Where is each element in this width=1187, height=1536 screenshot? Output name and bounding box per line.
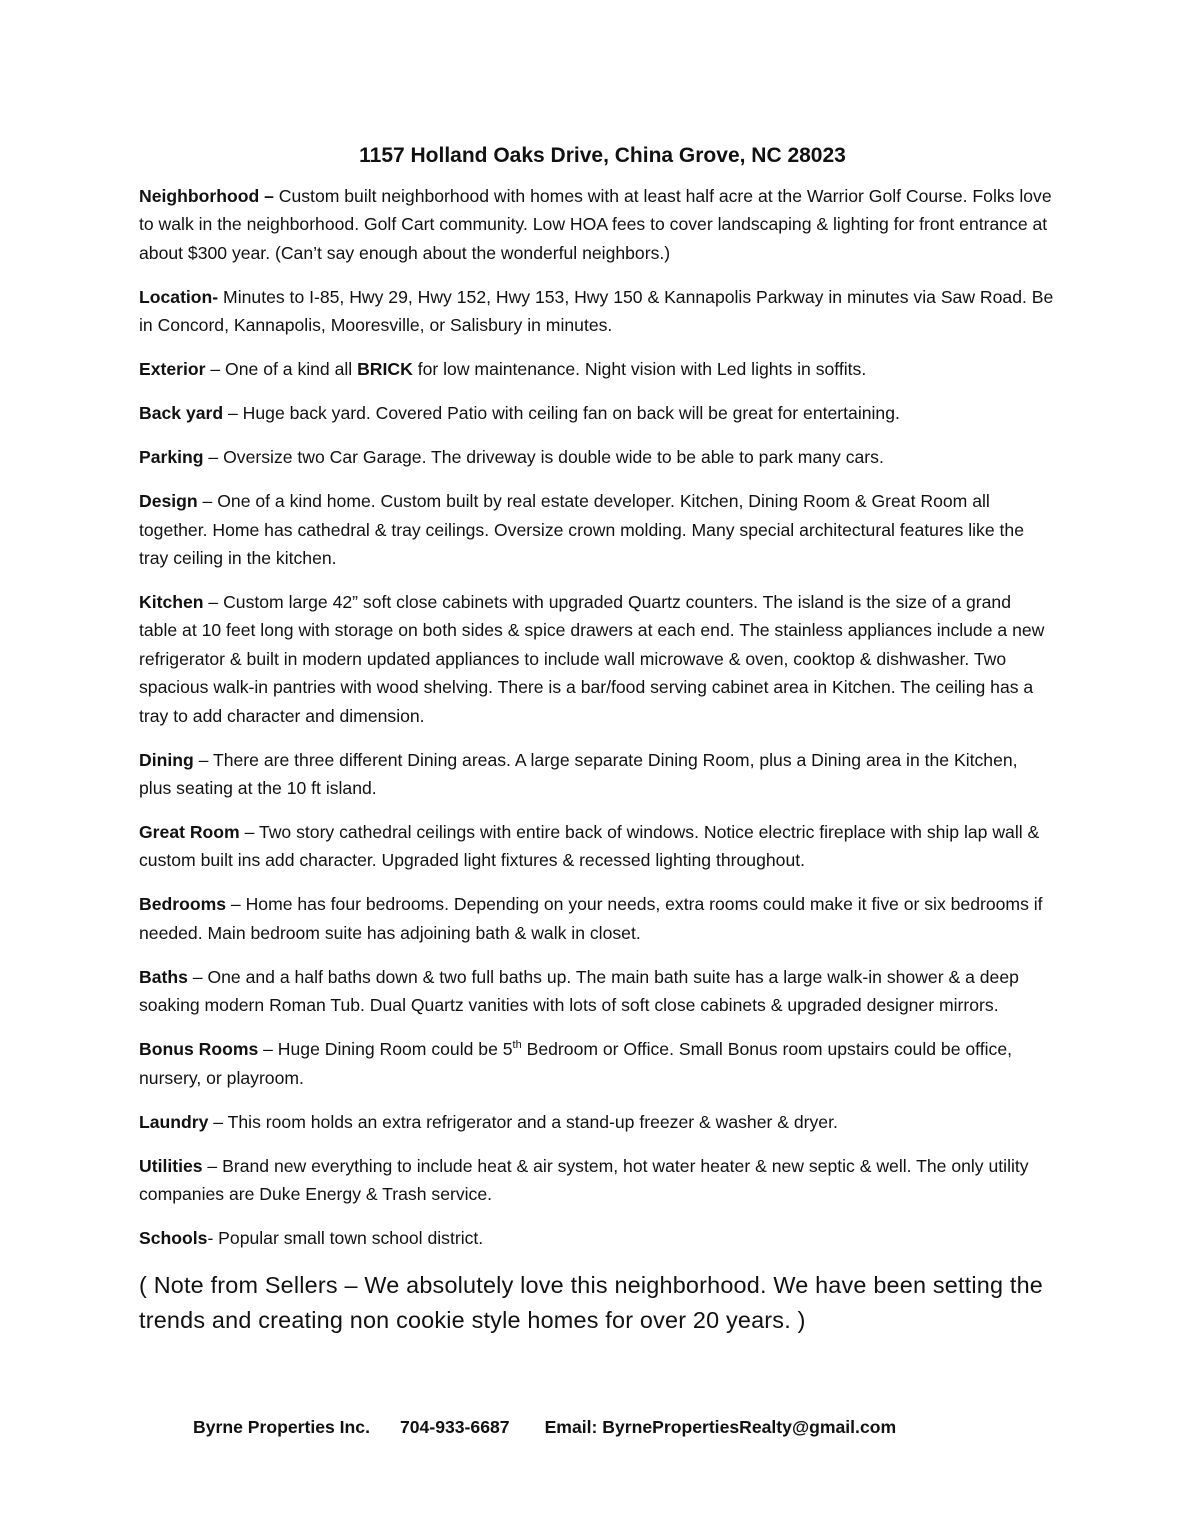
section-text: – One of a kind home. Custom built by real estate developer. Kitchen, Dining Room & Great Room all together. Home has cathedral & tray ceilings. Oversize crown molding. Many special architectural features like the tray ceiling in the kitchen.: [139, 491, 1024, 569]
section-text: Minutes to I-85, Hwy 29, Hwy 152, Hwy 153, Hwy 150 & Kannapolis Parkway in minutes via Saw Road. Be in Concord, Kannapolis, Mooresville, or Salisbury in minutes.: [139, 286, 1054, 336]
section-text: – One and a half baths down & two full baths up. The main bath suite has a large walk-in shower & a deep soaking modern Roman Tub. Dual Quartz vanities with lots of soft close cabinets & upgraded designer mirrors.: [139, 966, 1019, 1016]
section-text: for low maintenance. Night vision with Led lights in soffits.: [412, 359, 867, 380]
section-heading: Exterior: [139, 359, 206, 380]
section-text: – This room holds an extra refrigerator and a stand-up freezer & washer & dryer.: [208, 1111, 838, 1132]
section-text: – Huge Dining Room could be 5: [258, 1039, 513, 1060]
section-kitchen: [139, 588, 1054, 730]
section-bonus-rooms: [139, 1035, 1054, 1092]
section-parking: [139, 443, 1054, 471]
ordinal-suffix: th: [512, 1039, 522, 1052]
section-design: [139, 487, 1054, 572]
section-heading: Schools: [139, 1228, 208, 1249]
contact-footer: [193, 1414, 1093, 1440]
section-text: Custom built neighborhood with homes with at least half acre at the Warrior Golf Course. Folks love to walk in the neighborhood. Golf Cart community. Low HOA fees to cover landscaping & lighting for front entrance at about $300 year. (Can’t say enough about the wonderful neighbors.): [139, 186, 1052, 263]
phone-number: 704-933-6687: [399, 1417, 510, 1437]
section-heading: Utilities: [139, 1155, 203, 1176]
section-baths: [139, 963, 1054, 1020]
section-heading: Location-: [139, 286, 219, 307]
section-heading: Neighborhood –: [139, 186, 274, 206]
section-laundry: [139, 1108, 1054, 1136]
section-heading: Great Room: [139, 822, 240, 843]
section-bedrooms: [139, 890, 1054, 947]
section-heading: Design: [139, 491, 198, 512]
section-heading: Laundry: [139, 1111, 209, 1132]
section-text: – One of a kind all: [205, 359, 358, 380]
section-text: – Oversize two Car Garage. The driveway is double wide to be able to park many cars.: [203, 447, 884, 468]
section-heading: Bonus Rooms: [139, 1039, 259, 1060]
section-heading: Kitchen: [139, 592, 204, 613]
email-address: Email: ByrnePropertiesRealty@gmail.com: [544, 1417, 897, 1437]
section-heading: Baths: [139, 966, 188, 987]
section-text: – Huge back yard. Covered Patio with ceiling fan on back will be great for entertaining.: [223, 403, 900, 424]
section-great-room: [139, 818, 1054, 875]
document-page: [139, 142, 1054, 1338]
section-dining: [139, 746, 1054, 803]
section-schools: [139, 1224, 1054, 1252]
section-text: – Home has four bedrooms. Depending on your needs, extra rooms could make it five or six bedrooms if needed. Main bedroom suite has adjoining bath & walk in closet.: [139, 894, 1043, 943]
emphasis-text: BRICK: [357, 359, 413, 380]
page-title: 1157 Holland Oaks Drive, China Grove, NC 28023: [359, 144, 846, 167]
section-text: – There are three different Dining areas. A large separate Dining Room, plus a Dining area in the Kitchen, plus seating at the 10 ft island.: [139, 749, 1018, 799]
section-neighborhood: [139, 182, 1054, 267]
section-heading: Parking: [139, 447, 204, 468]
company-name: Byrne Properties Inc.: [193, 1417, 370, 1437]
section-utilities: [139, 1152, 1054, 1209]
section-heading: Bedrooms: [139, 894, 227, 915]
sellers-note: ( Note from Sellers – We absolutely love this neighborhood. We have been setting the trends and creating non cookie style homes for over 20 years. ): [139, 1272, 1043, 1334]
section-text: – Custom large 42” soft close cabinets with upgraded Quartz counters. The island is the size of a grand table at 10 feet long with storage on both sides & spice drawers at each end. The stainless appliances include a new refrigerator & built in modern updated appliances to include wall microwave & oven, cooktop & dishwasher. Two spacious walk-in pantries with wood shelving. There is a bar/food serving cabinet area in Kitchen. The ceiling has a tray to add character and dimension.: [139, 592, 1045, 726]
section-text: – Brand new everything to include heat & air system, hot water heater & new septic & well. The only utility companies are Duke Energy & Trash service.: [139, 1155, 1029, 1205]
section-backyard: [139, 399, 1054, 427]
section-text: Bedroom or Office. Small Bonus room upstairs could be office, nursery, or playroom.: [139, 1039, 1012, 1088]
section-text: - Popular small town school district.: [207, 1228, 484, 1249]
section-text: – Two story cathedral ceilings with entire back of windows. Notice electric fireplace with ship lap wall & custom built ins add character. Upgraded light fixtures & recessed lighting throughout.: [139, 822, 1040, 871]
section-location: [139, 283, 1054, 340]
section-heading: Dining: [139, 749, 194, 770]
section-heading: Back yard: [139, 403, 224, 424]
section-exterior: [139, 355, 1054, 383]
